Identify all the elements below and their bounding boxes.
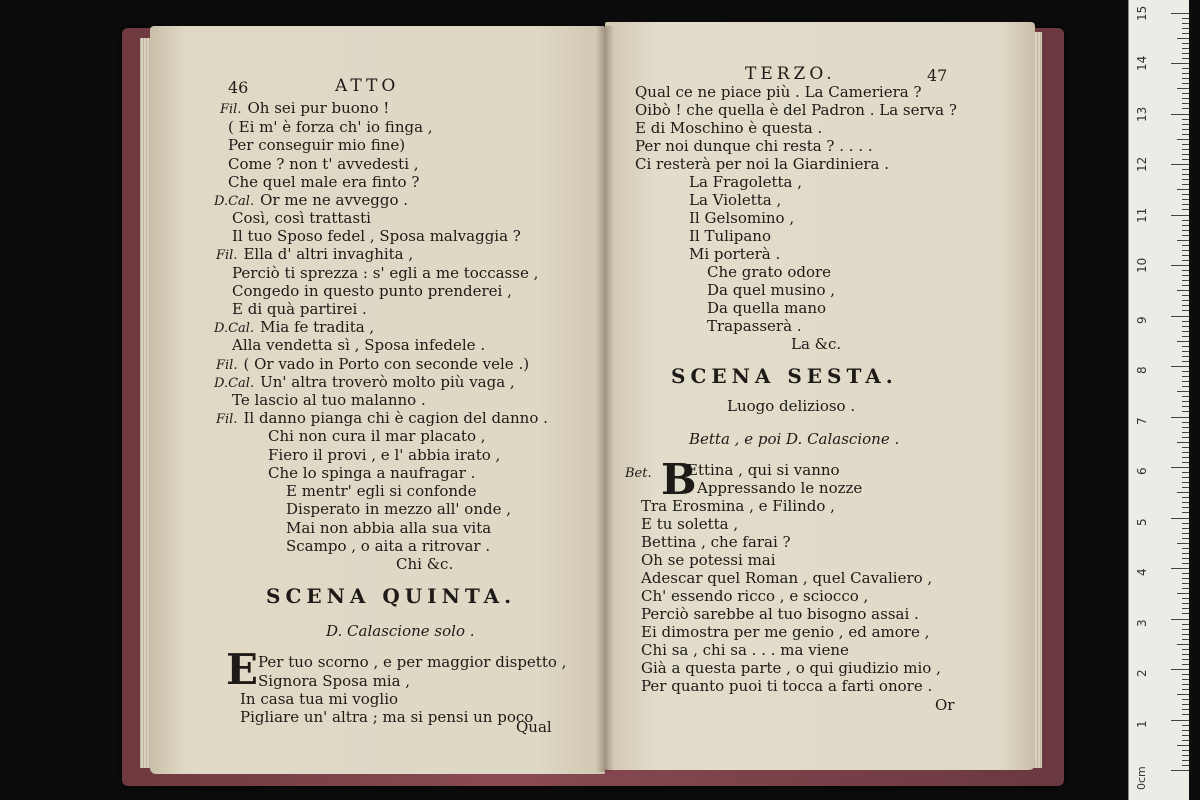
ruler-number: 5: [1135, 517, 1149, 526]
ruler-tick: [1171, 467, 1189, 468]
ruler-number: 15: [1135, 5, 1149, 21]
ruler-tick: [1182, 199, 1189, 200]
ruler-tick: [1182, 639, 1189, 640]
ruler-tick: [1182, 447, 1189, 448]
left-line: Che lo spinga a naufragar .: [268, 464, 476, 482]
ruler-tick: [1182, 108, 1189, 109]
ruler-number: 8: [1135, 366, 1149, 374]
ruler-tick: [1182, 18, 1189, 19]
ruler-tick: [1182, 230, 1189, 231]
left-line: Per conseguir mio fine): [228, 136, 406, 154]
left-line: Fil. Oh sei pur buono !: [220, 99, 390, 117]
ruler-tick: [1171, 669, 1189, 670]
ruler-tick: [1182, 684, 1189, 685]
ruler-tick: [1182, 245, 1189, 246]
ruler-tick: [1182, 457, 1189, 458]
ruler-tick: [1182, 184, 1189, 185]
ruler-tick: [1177, 694, 1189, 695]
ruler-tick: [1182, 169, 1189, 170]
ruler-tick: [1182, 250, 1189, 251]
ruler-tick: [1171, 720, 1189, 721]
ruler-tick: [1182, 371, 1189, 372]
ruler-tick: [1182, 553, 1189, 554]
ruler-tick: [1182, 326, 1189, 327]
ruler-tick: [1182, 336, 1189, 337]
ruler-tick: [1182, 588, 1189, 589]
ruler-tick: [1182, 300, 1189, 301]
left-page: [150, 26, 605, 774]
ruler-tick: [1182, 321, 1189, 322]
ruler-tick: [1182, 452, 1189, 453]
left-scena-line: Signora Sposa mia ,: [258, 672, 411, 690]
ruler-tick: [1182, 613, 1189, 614]
ruler-tick: [1182, 598, 1189, 599]
ruler-tick: [1182, 674, 1189, 675]
right-line: Il Gelsomino ,: [689, 209, 795, 227]
ruler-tick: [1182, 270, 1189, 271]
ruler-tick: [1182, 608, 1189, 609]
left-line: Come ? non t' avvedesti ,: [228, 155, 419, 173]
right-line: E di Moschino è questa .: [635, 119, 823, 137]
right-line: Oibò ! che quella è del Padron . La serva ?: [635, 101, 957, 119]
left-line: Fil. Ella d' altri invaghita ,: [216, 245, 414, 263]
ruler-tick: [1171, 770, 1189, 771]
ruler-tick: [1182, 528, 1189, 529]
ruler-tick: [1182, 411, 1189, 412]
ruler-tick: [1182, 629, 1189, 630]
left-line: Che quel male era finto ?: [228, 173, 420, 191]
ruler-tick: [1177, 644, 1189, 645]
ruler-tick: [1171, 518, 1189, 519]
right-scena-line: Già a questa parte , o qui giudizio mio ,: [641, 659, 941, 677]
ruler-number: 9: [1135, 315, 1149, 324]
ruler-tick: [1182, 583, 1189, 584]
ruler-tick: [1182, 280, 1189, 281]
ruler-tick: [1182, 53, 1189, 54]
ruler-tick: [1182, 33, 1189, 34]
ruler-tick: [1177, 492, 1189, 493]
ruler-tick: [1182, 709, 1189, 710]
right-scena-line: Oh se potessi mai: [641, 551, 776, 569]
ruler-tick: [1182, 750, 1189, 751]
ruler-tick: [1182, 204, 1189, 205]
ruler-tick: [1182, 422, 1189, 423]
right-scena-line: Chi sa , chi sa . . . ma viene: [641, 641, 849, 659]
ruler-tick: [1182, 760, 1189, 761]
right-scena-line: Ettina , qui si vanno: [687, 461, 840, 479]
ruler-tick: [1182, 548, 1189, 549]
ruler-tick: [1182, 538, 1189, 539]
speaker-betta: Bet.: [625, 466, 652, 481]
ruler-tick: [1177, 189, 1189, 190]
ruler-tick: [1182, 603, 1189, 604]
ruler-tick: [1182, 533, 1189, 534]
left-line: E di quà partirei .: [232, 300, 367, 318]
ruler-tick: [1177, 290, 1189, 291]
right-running-head: TERZO.: [745, 64, 836, 84]
ruler-tick: [1177, 745, 1189, 746]
ruler-tick: [1182, 73, 1189, 74]
right-catchword: Or: [935, 696, 955, 714]
ruler-number: 6: [1135, 467, 1149, 475]
ruler-tick: [1182, 351, 1189, 352]
ruler-tick: [1171, 63, 1189, 64]
ruler-number: 2: [1135, 669, 1149, 677]
right-scena-line: Ei dimostra per me genio , ed amore ,: [641, 623, 930, 641]
ruler-tick: [1182, 285, 1189, 286]
right-scena-line: Appressando le nozze: [697, 479, 863, 497]
ruler-tick: [1182, 68, 1189, 69]
ruler-number: 7: [1135, 416, 1149, 425]
ruler-tick: [1171, 619, 1189, 620]
ruler-tick: [1182, 725, 1189, 726]
ruler-tick: [1171, 215, 1189, 216]
right-line: Da quel musino ,: [707, 281, 836, 299]
left-line: Così, così trattasti: [232, 209, 371, 227]
ruler-tick: [1182, 43, 1189, 44]
ruler-tick: [1182, 765, 1189, 766]
ruler-tick: [1182, 634, 1189, 635]
measuring-ruler: [1128, 0, 1189, 800]
right-page-number: 47: [927, 66, 948, 85]
left-line: Mai non abbia alla sua vita: [286, 519, 492, 537]
left-line: E mentr' egli si confonde: [286, 482, 477, 500]
ruler-tick: [1182, 48, 1189, 49]
right-scena-line: Perciò sarebbe al tuo bisogno assai .: [641, 605, 919, 623]
scena-quinta-subtitle: D. Calascione solo .: [326, 622, 475, 640]
left-line: Perciò ti sprezza : s' egli a me toccasse ,: [232, 264, 539, 282]
ruler-tick: [1171, 265, 1189, 266]
ruler-tick: [1182, 654, 1189, 655]
ruler-tick: [1182, 149, 1189, 150]
ruler-tick: [1177, 38, 1189, 39]
left-page-number: 46: [228, 78, 249, 97]
ruler-tick: [1182, 255, 1189, 256]
ruler-tick: [1182, 295, 1189, 296]
left-line: Alla vendetta sì , Sposa infedele .: [232, 336, 486, 354]
ruler-tick: [1177, 139, 1189, 140]
ruler-number: 4: [1135, 568, 1149, 576]
scena-sesta-place: Luogo delizioso .: [727, 397, 856, 415]
right-scena-line: Adescar quel Roman , quel Cavaliero ,: [641, 569, 933, 587]
left-line: D.Cal. Mia fe tradita ,: [214, 318, 375, 336]
ruler-tick: [1182, 507, 1189, 508]
ruler-number: 3: [1135, 618, 1149, 627]
scena-sesta-title: SCENA SESTA.: [671, 364, 898, 388]
right-line: Ci resterà per noi la Giardiniera .: [635, 155, 890, 173]
ruler-tick: [1182, 209, 1189, 210]
ruler-tick: [1182, 220, 1189, 221]
ruler-tick: [1182, 154, 1189, 155]
ruler-tick: [1182, 649, 1189, 650]
scena-sesta-characters: Betta , e poi D. Calascione .: [689, 430, 900, 448]
ruler-tick: [1171, 316, 1189, 317]
ruler-tick: [1182, 578, 1189, 579]
ruler-tick: [1182, 659, 1189, 660]
right-line: Da quella mano: [707, 299, 827, 317]
ruler-tick: [1182, 129, 1189, 130]
ruler-tick: [1182, 472, 1189, 473]
left-line: Chi &c.: [396, 555, 454, 573]
drop-cap-b: B: [661, 455, 697, 504]
ruler-tick: [1171, 13, 1189, 14]
ruler-tick: [1177, 543, 1189, 544]
ruler-tick: [1182, 119, 1189, 120]
ruler-tick: [1182, 563, 1189, 564]
ruler-tick: [1182, 462, 1189, 463]
ruler-number: 13: [1135, 106, 1149, 122]
ruler-tick: [1182, 310, 1189, 311]
left-line: Il tuo Sposo fedel , Sposa malvaggia ?: [232, 227, 521, 245]
left-line: ( Ei m' è forza ch' io finga ,: [228, 118, 433, 136]
left-scena-line: Per tuo scorno , e per maggior dispetto ,: [258, 653, 567, 671]
ruler-tick: [1177, 88, 1189, 89]
ruler-tick: [1182, 83, 1189, 84]
right-line: Mi porterà .: [689, 245, 781, 263]
ruler-tick: [1182, 477, 1189, 478]
ruler-tick: [1182, 558, 1189, 559]
ruler-tick: [1182, 523, 1189, 524]
ruler-tick: [1171, 366, 1189, 367]
left-line: Te lascio al tuo malanno .: [232, 391, 426, 409]
ruler-number: 1: [1135, 719, 1149, 728]
ruler-tick: [1182, 260, 1189, 261]
ruler-tick: [1182, 679, 1189, 680]
ruler-tick: [1182, 735, 1189, 736]
ruler-tick: [1182, 740, 1189, 741]
ruler-tick: [1182, 361, 1189, 362]
ruler-tick: [1182, 689, 1189, 690]
ruler-tick: [1182, 93, 1189, 94]
ruler-tick: [1182, 124, 1189, 125]
ruler-tick: [1182, 573, 1189, 574]
ruler-tick: [1182, 103, 1189, 104]
left-scena-line: In casa tua mi voglio: [240, 690, 399, 708]
ruler-tick: [1182, 98, 1189, 99]
left-scena-line: Pigliare un' altra ; ma si pensi un poco: [240, 708, 534, 726]
right-line: Che grato odore: [707, 263, 832, 281]
ruler-tick: [1182, 502, 1189, 503]
ruler-tick: [1182, 427, 1189, 428]
ruler-tick: [1182, 275, 1189, 276]
ruler-number: 14: [1135, 55, 1149, 71]
right-line: La Fragoletta ,: [689, 173, 803, 191]
ruler-tick: [1182, 512, 1189, 513]
ruler-tick: [1182, 401, 1189, 402]
ruler-tick: [1182, 28, 1189, 29]
left-line: Disperato in mezzo all' onde ,: [286, 500, 512, 518]
drop-cap-e: E: [226, 645, 259, 694]
left-line: Chi non cura il mar placato ,: [268, 427, 486, 445]
right-scena-line: E tu soletta ,: [641, 515, 739, 533]
ruler-tick: [1182, 346, 1189, 347]
left-line: Fil. ( Or vado in Porto con seconde vele .): [216, 355, 530, 373]
ruler-tick: [1182, 624, 1189, 625]
book-gutter: [596, 26, 614, 772]
ruler-tick: [1182, 730, 1189, 731]
ruler-tick: [1182, 381, 1189, 382]
ruler-tick: [1171, 164, 1189, 165]
left-line: D.Cal. Un' altra troverò molto più vaga ,: [214, 373, 515, 391]
ruler-unit-label: 0cm: [1135, 766, 1148, 790]
left-line: Fiero il provi , e l' abbia irato ,: [268, 446, 501, 464]
ruler-tick: [1182, 144, 1189, 145]
ruler-tick: [1182, 482, 1189, 483]
ruler-tick: [1182, 699, 1189, 700]
left-line: Scampo , o aita a ritrovar .: [286, 537, 491, 555]
ruler-number: 10: [1135, 257, 1149, 273]
ruler-tick: [1182, 23, 1189, 24]
left-catchword: Qual: [516, 718, 552, 736]
ruler-tick: [1177, 593, 1189, 594]
ruler-tick: [1182, 755, 1189, 756]
ruler-tick: [1182, 386, 1189, 387]
ruler-number: 11: [1135, 207, 1149, 223]
ruler-tick: [1171, 568, 1189, 569]
ruler-tick: [1182, 704, 1189, 705]
ruler-tick: [1182, 235, 1189, 236]
ruler-tick: [1182, 194, 1189, 195]
ruler-tick: [1171, 417, 1189, 418]
ruler-tick: [1182, 78, 1189, 79]
left-line: D.Cal. Or me ne avveggo .: [214, 191, 409, 209]
ruler-tick: [1182, 134, 1189, 135]
left-line: Fil. Il danno pianga chi è cagion del danno .: [216, 409, 548, 427]
ruler-tick: [1182, 497, 1189, 498]
ruler-tick: [1177, 240, 1189, 241]
left-running-head: ATTO: [335, 76, 400, 96]
right-line: La &c.: [791, 335, 842, 353]
ruler-tick: [1182, 376, 1189, 377]
ruler-tick: [1171, 114, 1189, 115]
right-line: Per noi dunque chi resta ? . . . .: [635, 137, 873, 155]
ruler-tick: [1182, 58, 1189, 59]
ruler-tick: [1177, 391, 1189, 392]
ruler-tick: [1182, 664, 1189, 665]
ruler-tick: [1182, 406, 1189, 407]
right-line: Qual ce ne piace più . La Cameriera ?: [635, 83, 922, 101]
ruler-tick: [1182, 159, 1189, 160]
right-line: Il Tulipano: [689, 227, 771, 245]
right-scena-line: Ch' essendo ricco , e sciocco ,: [641, 587, 869, 605]
ruler-tick: [1182, 356, 1189, 357]
right-line: La Violetta ,: [689, 191, 782, 209]
ruler-tick: [1182, 225, 1189, 226]
ruler-tick: [1182, 396, 1189, 397]
ruler-tick: [1182, 487, 1189, 488]
ruler-tick: [1182, 305, 1189, 306]
ruler-tick: [1182, 174, 1189, 175]
ruler-tick: [1182, 331, 1189, 332]
right-line: Trapasserà .: [707, 317, 802, 335]
ruler-tick: [1182, 432, 1189, 433]
ruler-tick: [1177, 442, 1189, 443]
right-scena-line: Bettina , che farai ?: [641, 533, 791, 551]
ruler-number: 12: [1135, 156, 1149, 172]
right-scena-line: Tra Erosmina , e Filindo ,: [641, 497, 835, 515]
ruler-tick: [1177, 341, 1189, 342]
right-scena-line: Per quanto puoi ti tocca a farti onore .: [641, 677, 933, 695]
ruler-tick: [1182, 179, 1189, 180]
ruler-tick: [1182, 437, 1189, 438]
right-page: [605, 22, 1035, 770]
left-line: Congedo in questo punto prenderei ,: [232, 282, 512, 300]
ruler-tick: [1182, 714, 1189, 715]
scena-quinta-title: SCENA QUINTA.: [266, 584, 517, 608]
